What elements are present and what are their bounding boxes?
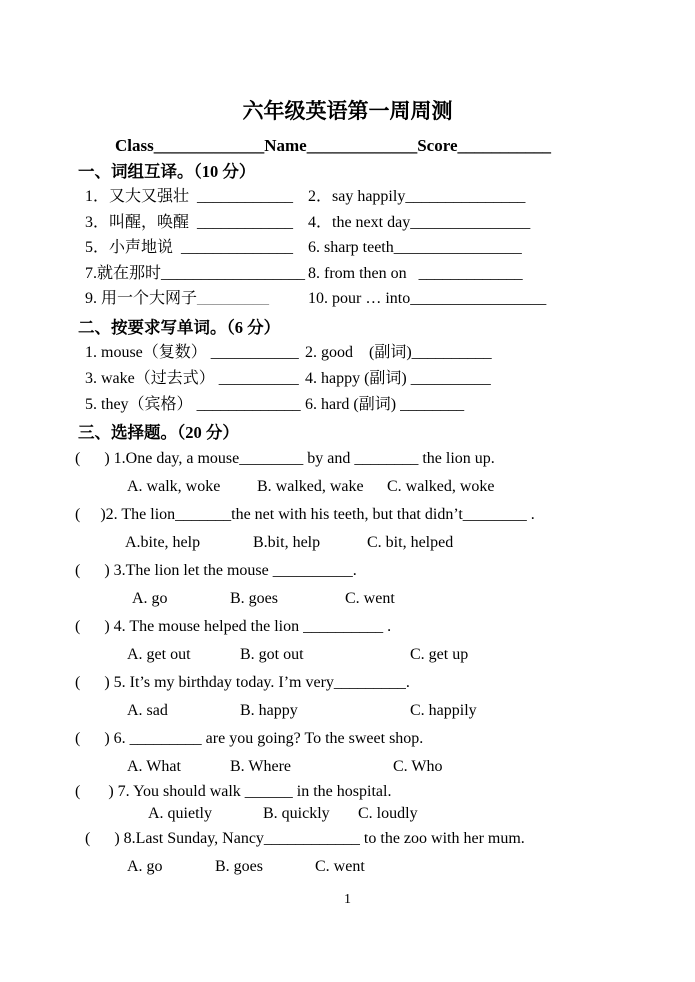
phrase-row [85, 286, 695, 312]
answer-blank: _________________ [410, 290, 547, 307]
phrase-row [85, 184, 695, 210]
mc-options-row [127, 473, 695, 501]
mc-option-b: B. happy [240, 701, 298, 719]
mc-question-text: ( ) 6. _________ are you going? To the sweet shop. [75, 729, 424, 747]
phrase-en-label: 2．say happily [308, 188, 406, 205]
name-label: Name [264, 136, 307, 155]
phrase-cn-label: 3．叫醒，唤醒 [85, 213, 190, 231]
mc-option-b: B. quickly [263, 804, 330, 822]
mc-question-text: ( ) 7. You should walk ______ in the hospital. [75, 782, 392, 800]
word-task-label: 1. mouse（复数） [85, 343, 207, 361]
mc-option-a: A. go [132, 589, 168, 607]
mc-options-row [132, 585, 695, 613]
mc-option-a: A. go [127, 857, 163, 875]
answer-blank: _______________ [405, 188, 526, 205]
mc-option-b: B. got out [240, 645, 304, 663]
mc-options-row [148, 803, 695, 825]
answer-blank: ____________ [189, 213, 294, 231]
mc-question-text: ( ) 3.The lion let the mouse __________. [75, 561, 357, 579]
phrase-cn-label: 9. 用一个大网子 [85, 290, 198, 307]
phrase-en-label: 8. from then on [308, 264, 407, 282]
mc-options-row [125, 529, 695, 557]
mc-question-text: ( )2. The lion_______the net with his teeth, but that didn’t________ . [75, 505, 535, 523]
answer-blank: ____________ [189, 188, 294, 205]
section1-heading: 一、词组互译。（10 分） [78, 162, 256, 181]
mc-question-text: ( ) 4. The mouse helped the lion __________ . [75, 617, 392, 635]
mc-option-c: C. went [345, 589, 395, 607]
word-row [85, 340, 695, 366]
mc-option-a: A. quietly [148, 804, 212, 822]
mc-options-row [127, 853, 695, 881]
mc-option-b: B. goes [230, 589, 278, 607]
answer-blank: _______________ [410, 213, 531, 231]
mc-options-row [127, 753, 695, 781]
phrase-cn-label: 5．小声地说 [85, 239, 174, 256]
mc-option-a: A.bite, help [125, 533, 201, 551]
answer-blank: __________ [214, 369, 299, 387]
word-task-label: 2. good (副词) [305, 343, 412, 361]
score-label: Score [417, 136, 458, 155]
answer-blank: ___________ [206, 343, 299, 361]
phrase-en-label: 4．the next day [308, 213, 411, 231]
mc-option-c: C. walked, woke [387, 477, 495, 495]
mc-option-b: B. walked, wake [257, 477, 364, 495]
answer-blank: __________ [406, 369, 491, 387]
mc-option-c: C. loudly [358, 804, 418, 822]
answer-blank: _____________ [192, 395, 301, 413]
word-row [85, 366, 695, 392]
mc-option-b: B. goes [215, 857, 263, 875]
mc-option-b: B. Where [230, 757, 292, 775]
word-task-label: 5. they（宾格） [85, 395, 193, 413]
phrase-cn-label: 1．又大又强壮 [85, 188, 190, 205]
mc-question-text: ( ) 1.One day, a mouse________ by and ________ the lion up. [75, 449, 495, 467]
mc-option-c: C. Who [393, 757, 443, 775]
answer-blank: _________ [197, 290, 270, 307]
word-row [85, 392, 695, 418]
mc-option-a: A. sad [127, 701, 168, 719]
mc-question-text: ( ) 8.Last Sunday, Nancy____________ to the zoo with her mum. [85, 829, 525, 847]
mc-question-text: ( ) 5. It’s my birthday today. I’m very_________. [75, 673, 410, 691]
name-blank: _____________ [306, 136, 418, 155]
section3-heading: 三、选择题。（20 分） [78, 422, 239, 442]
word-task-label: 4. happy (副词) [305, 369, 407, 387]
mc-option-c: C. bit, helped [367, 533, 454, 551]
class-label: Class [115, 136, 154, 155]
word-task-label: 3. wake（过去式） [85, 369, 215, 387]
mc-option-b: B.bit, help [253, 533, 321, 551]
page-title: 六年级英语第一周周测 [242, 99, 453, 123]
mc-option-a: A. get out [127, 645, 191, 663]
answer-blank: __________________ [161, 264, 306, 282]
mc-option-c: C. happily [410, 701, 477, 719]
student-info-line [115, 133, 695, 158]
answer-blank: ______________ [173, 239, 294, 256]
phrase-row [85, 235, 695, 261]
mc-options-row [127, 641, 695, 669]
phrase-cn-label: 7.就在那时 [85, 264, 162, 282]
score-blank: ___________ [457, 136, 552, 155]
mc-option-a: A. walk, woke [127, 477, 221, 495]
class-blank: _____________ [153, 136, 265, 155]
mc-options-row [127, 697, 695, 725]
answer-blank: __________ [411, 343, 492, 361]
mc-option-c: C. get up [410, 645, 469, 663]
mc-option-c: C. went [315, 857, 365, 875]
answer-blank: ________ [396, 395, 465, 413]
section2-heading: 二、按要求写单词。（6 分） [78, 317, 281, 337]
word-task-label: 6. hard (副词) [305, 395, 397, 413]
phrase-row [85, 261, 695, 287]
mc-option-a: A. What [127, 757, 181, 775]
phrase-en-label: 6. sharp teeth [308, 239, 394, 256]
page-number: 1 [344, 891, 351, 907]
phrase-en-label: 10. pour … into [308, 290, 411, 307]
answer-blank: _____________ [406, 264, 523, 282]
answer-blank: ________________ [393, 239, 522, 256]
phrase-row [85, 210, 695, 236]
